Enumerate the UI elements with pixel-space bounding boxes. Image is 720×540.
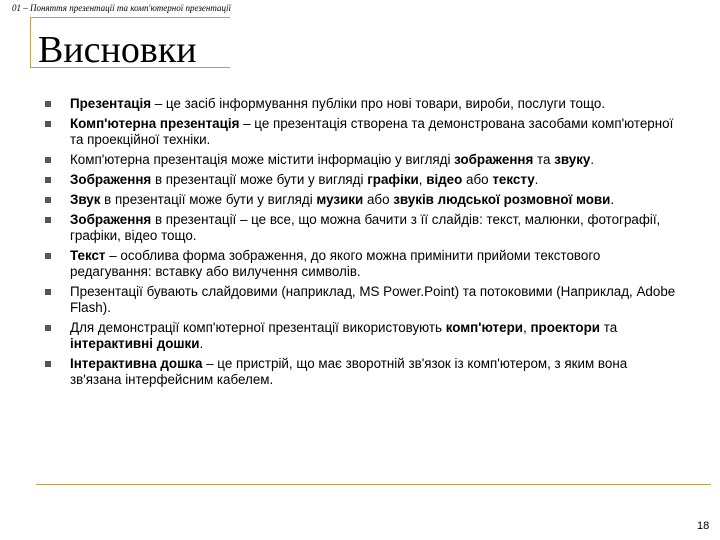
bullet-bold-text: інтерактивні дошки (70, 336, 200, 351)
bullet-text: – це презентація створена та демонстрована засобами комп'ютерної та проекційної техніки. (70, 116, 674, 147)
bullet-text: Комп'ютерна презентація може містити інформацію у вигляді (70, 152, 455, 167)
bullet-text: в презентації – це все, що можна бачити з її слайдів: текст, малюнки, фотографії, графіки, відео тощо. (70, 212, 661, 243)
bullet-text: Презентації бувають слайдовими (наприклад, MS Power.Point) та потоковими (Наприклад, Adobe Flash). (70, 284, 676, 315)
bullet-bold-text: проектори (530, 320, 601, 335)
bullet-bold-text: Текст (70, 248, 106, 263)
bullet-text: . (590, 152, 595, 167)
bullet-bold-text: Звук (70, 192, 101, 207)
bullet-item (42, 320, 682, 352)
bullet-bold-text: комп'ютери (445, 320, 523, 335)
bullet-text: та (600, 320, 618, 335)
bullet-marker (45, 217, 51, 223)
bullet-item (42, 152, 682, 168)
bullet-marker (45, 101, 51, 107)
bullet-marker (45, 253, 51, 259)
bullet-text: – це засіб інформування публіки про нові товари, вироби, послуги тощо. (151, 96, 606, 111)
bullet-text: – особлива форма зображення, до якого можна примінити прийоми текстового редагування: вставку або вилучення символів. (70, 248, 601, 279)
bullet-item (42, 192, 682, 208)
bullet-text: або (363, 192, 394, 207)
bullet-bold-text: звуків людської розмовної мови (393, 192, 611, 207)
bullet-bold-text: графіки (367, 172, 419, 187)
footer-rule (36, 484, 711, 485)
bullet-text: в презентації може бути у вигляді (151, 172, 368, 187)
bullet-text: . (534, 172, 539, 187)
bullet-bold-text: зображення (454, 152, 534, 167)
bullet-bold-text: Зображення (70, 172, 152, 187)
bullet-item (42, 96, 682, 112)
bullet-item (42, 248, 682, 280)
bullet-text: – це пристрій, що має зворотній зв'язок із комп'ютером, з яким вона зв'язана інтерфейсним кабелем. (70, 356, 628, 387)
bullet-list (42, 96, 682, 392)
bullet-text: , (522, 320, 531, 335)
bullet-text: , (418, 172, 427, 187)
bullet-item (42, 212, 682, 244)
bullet-bold-text: Комп'ютерна презентація (70, 116, 240, 131)
bullet-bold-text: відео (426, 172, 463, 187)
header-caption: 01 – Поняття презентації та комп'ютерної презентації (12, 3, 231, 13)
bullet-text: та (533, 152, 555, 167)
page-number: 18 (697, 520, 710, 532)
bullet-item (42, 116, 682, 148)
bullet-text: або (462, 172, 493, 187)
bullet-bold-text: тексту (492, 172, 535, 187)
bullet-marker (45, 361, 51, 367)
bullet-item (42, 356, 682, 388)
bullet-marker (45, 289, 51, 295)
slide-title: Висновки (38, 29, 197, 71)
bullet-marker (45, 177, 51, 183)
bullet-text: в презентації може бути у вигляді (100, 192, 317, 207)
bullet-bold-text: звуку (554, 152, 591, 167)
bullet-marker (45, 121, 51, 127)
header-rule (30, 17, 230, 18)
bullet-text: . (610, 192, 615, 207)
bullet-marker (45, 157, 51, 163)
bullet-text: Для демонстрації комп'ютерної презентації використовують (70, 320, 446, 335)
bullet-bold-text: музики (316, 192, 364, 207)
title-corner-rule (30, 17, 31, 67)
bullet-item (42, 284, 682, 316)
bullet-bold-text: Зображення (70, 212, 152, 227)
bullet-text: . (199, 336, 204, 351)
bullet-bold-text: Презентація (70, 96, 152, 111)
bullet-marker (45, 325, 51, 331)
bullet-bold-text: Інтерактивна дошка (70, 356, 203, 371)
bullet-marker (45, 197, 51, 203)
bullet-item (42, 172, 682, 188)
